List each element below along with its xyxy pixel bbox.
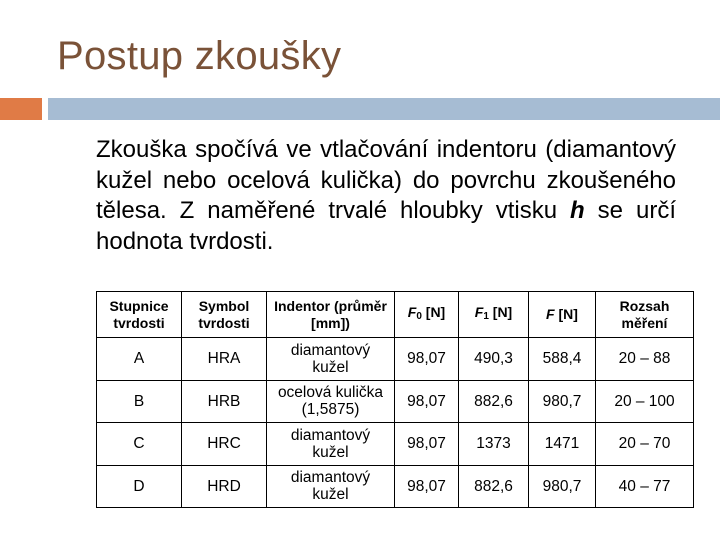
cell-indentor: [267, 423, 395, 466]
table-row: [97, 338, 694, 381]
header-f0-subscript: 0: [416, 311, 422, 322]
header-f0: [395, 292, 459, 338]
cell-f1: 882,6: [459, 380, 529, 423]
cell-indentor-line2: kužel: [312, 358, 349, 376]
header-range: Rozsah měření: [596, 292, 694, 338]
cell-indentor-line1: diamantový: [290, 426, 371, 444]
header-f1: [459, 292, 529, 338]
cell-symbol: HRA: [182, 338, 267, 381]
cell-range: 20 – 88: [596, 338, 694, 381]
cell-scale: C: [97, 423, 182, 466]
cell-f0: 98,07: [395, 338, 459, 381]
header-f1-symbol: F: [474, 304, 484, 320]
header-f1-subscript: 1: [483, 311, 489, 322]
cell-indentor-line1: diamantový: [290, 469, 371, 487]
cell-f: 980,7: [529, 380, 596, 423]
body-text-start: Zkouška spočívá ve vtlačování indentoru (diamantový kužel nebo ocelová kulička) do povrchu zkoušeného tělesa. Z naměřené trvalé hloubky vtisku: [96, 136, 676, 224]
rockwell-table: [96, 291, 694, 508]
header-scale: Stupnice tvrdosti: [97, 292, 182, 338]
cell-symbol: HRB: [182, 380, 267, 423]
cell-scale: B: [97, 380, 182, 423]
header-symbol: Symbol tvrdosti: [182, 292, 267, 338]
cell-f: 588,4: [529, 338, 596, 381]
cell-range: 20 – 70: [596, 423, 694, 466]
table-row: [97, 465, 694, 508]
cell-f: 1471: [529, 423, 596, 466]
cell-f1: 882,6: [459, 465, 529, 508]
cell-scale: A: [97, 338, 182, 381]
title-underline-bar: [48, 98, 720, 120]
cell-scale: D: [97, 465, 182, 508]
header-f-unit: [N]: [554, 306, 578, 322]
table-header-row: [97, 292, 694, 338]
cell-indentor-line1: diamantový: [290, 341, 371, 359]
cell-f1: 1373: [459, 423, 529, 466]
header-indentor: Indentor (průměr [mm]): [267, 292, 395, 338]
cell-indentor-line1: ocelová kulička: [277, 384, 384, 402]
body-variable-h: h: [570, 197, 585, 224]
header-f0-symbol: F: [407, 304, 417, 320]
cell-f0: 98,07: [395, 465, 459, 508]
header-f1-unit: [N]: [488, 304, 513, 320]
cell-indentor-line2: kužel: [312, 443, 349, 461]
cell-symbol: HRC: [182, 423, 267, 466]
cell-indentor: [267, 380, 395, 423]
slide-title: Postup zkoušky: [57, 34, 342, 78]
header-f0-unit: [N]: [421, 304, 446, 320]
cell-f: 980,7: [529, 465, 596, 508]
cell-f1: 490,3: [459, 338, 529, 381]
header-f-symbol: F: [546, 306, 555, 322]
cell-range: 20 – 100: [596, 380, 694, 423]
cell-f0: 98,07: [395, 380, 459, 423]
cell-range: 40 – 77: [596, 465, 694, 508]
cell-indentor: [267, 338, 395, 381]
cell-indentor-line2: (1,5875): [301, 401, 360, 419]
body-text-end: se určí hodnota tvrdosti.: [96, 197, 676, 255]
body-paragraph: [96, 135, 676, 257]
header-f: [529, 292, 596, 338]
cell-symbol: HRD: [182, 465, 267, 508]
cell-f0: 98,07: [395, 423, 459, 466]
cell-indentor: [267, 465, 395, 508]
table-row: [97, 380, 694, 423]
accent-bar: [0, 98, 42, 120]
table-row: [97, 423, 694, 466]
cell-indentor-line2: kužel: [312, 486, 349, 504]
